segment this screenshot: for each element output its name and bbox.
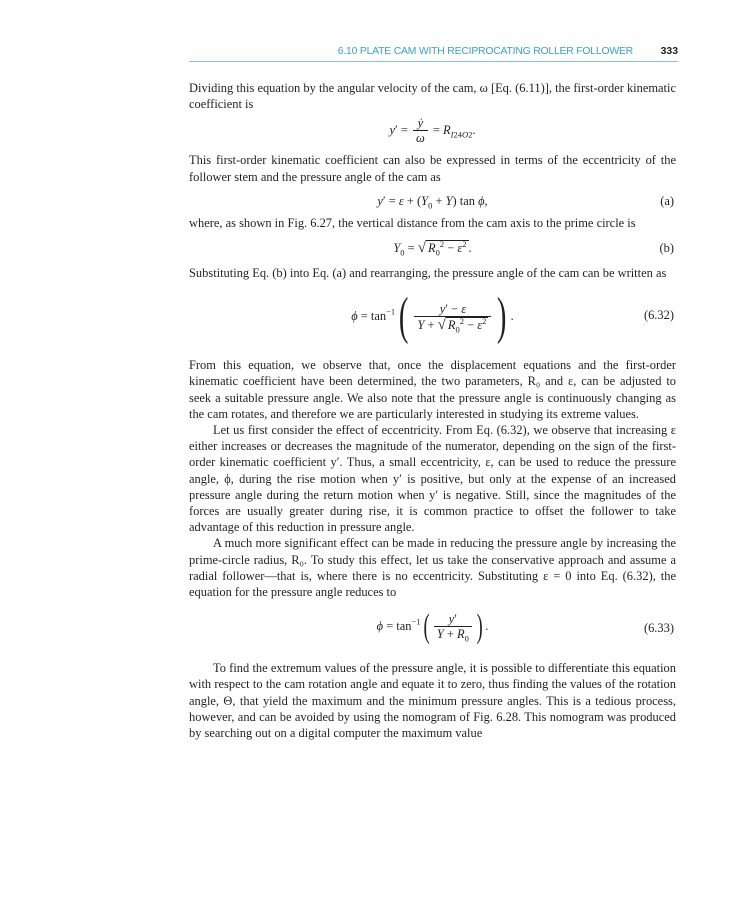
header-rule xyxy=(189,61,678,62)
equation-6-32: $\phi = \tan^{-1}$( $\frac{y' - \varepsilon}{Y + √ R_0^2 - \varepsilon^2}$ ) . (6.32) xyxy=(351,288,674,346)
equation-a-number: (a) xyxy=(660,193,674,208)
equation-b: $Y_0$ = √ $R_0^2 - \varepsilon^2$ . (b) xyxy=(393,238,674,258)
paragraph-2: This first-order kinematic coefficient can also be expressed in terms of the eccentricity of the follower stem and the pressure angle of the cam as xyxy=(189,153,676,184)
equation-b-number: (b) xyxy=(659,241,674,256)
equation-a: $y' = \varepsilon + (Y_0 + Y)$ tan ϕ, (a) xyxy=(377,193,674,211)
paragraph-3: where, as shown in Fig. 6.27, the vertical distance from the cam axis to the prime circle is xyxy=(189,215,636,230)
paragraph-5: From this equation, we observe that, once the displacement equations and the first-order kinematic coefficient have been determined, the two parameters, R₀ and ε, can be adjusted to seek a suitable pressure angle. We also note that the pressure angle is continuously changing as the cam rotates, and therefore we are particularly interested in studying its extreme values. xyxy=(189,358,676,421)
equation-6-33-number: (6.33) xyxy=(643,621,674,636)
equation-kinematic-coefficient: y′ = $\frac{\text{ẏ}}{\omega}$ = $R_{I24O2}$. xyxy=(389,116,476,146)
paragraph-1: Dividing this equation by the angular velocity of the cam, ω [Eq. (6.11)], the first-order kinematic coefficient is xyxy=(189,81,676,112)
paragraph-6: Let us first consider the effect of eccentricity. From Eq. (6.32), we observe that increasing ε either increases or decreases the magnitude of the numerator, depending on the sign of the first-order kinematic coefficient y′. Thus, a small eccentricity, ε, can be used to reduce the pressure angle, ϕ, during the rise motion when y′ is positive, but only at the expense of an increased pressure angle during the return motion when y′ is negative. Still, since the magnitudes of the forces are usually greater during rise, it is common practice to offset the follower to take advantage of this reduction in pressure angle. xyxy=(189,423,676,535)
paragraph-4: Substituting Eq. (b) into Eq. (a) and rearranging, the pressure angle of the cam can be written as xyxy=(189,266,667,281)
page-body xyxy=(189,80,676,741)
paragraph-8: To find the extremum values of the pressure angle, it is possible to differentiate this equation with respect to the cam rotation angle and equate it to zero, thus finding the values of the rotation angle, Θ, that yield the maximum and the minimum pressure angles. This is a tedious process, however, and can be avoided by using the nomogram of Fig. 6.28. This nomogram was produced by searching out on a digital computer the maximum value xyxy=(189,661,676,741)
page-number: 333 xyxy=(660,46,678,57)
equation-6-33: $\phi = \tan^{-1}$( $\frac{y'}{Y + R_0}$ ) . (6.33) xyxy=(376,608,674,646)
equation-6-32-number: (6.32) xyxy=(643,308,674,323)
running-header xyxy=(189,46,678,60)
running-header-title: 6.10 PLATE CAM WITH RECIPROCATING ROLLER FOLLOWER xyxy=(337,46,633,57)
paragraph-7: A much more significant effect can be made in reducing the pressure angle by increasing the prime-circle radius, R₀. To study this effect, let us take the conservative approach and assume a radial follower—that is, where there is no eccentricity. Substituting ε = 0 into Eq. (6.32), the equation for the pressure angle reduces to xyxy=(189,536,676,600)
